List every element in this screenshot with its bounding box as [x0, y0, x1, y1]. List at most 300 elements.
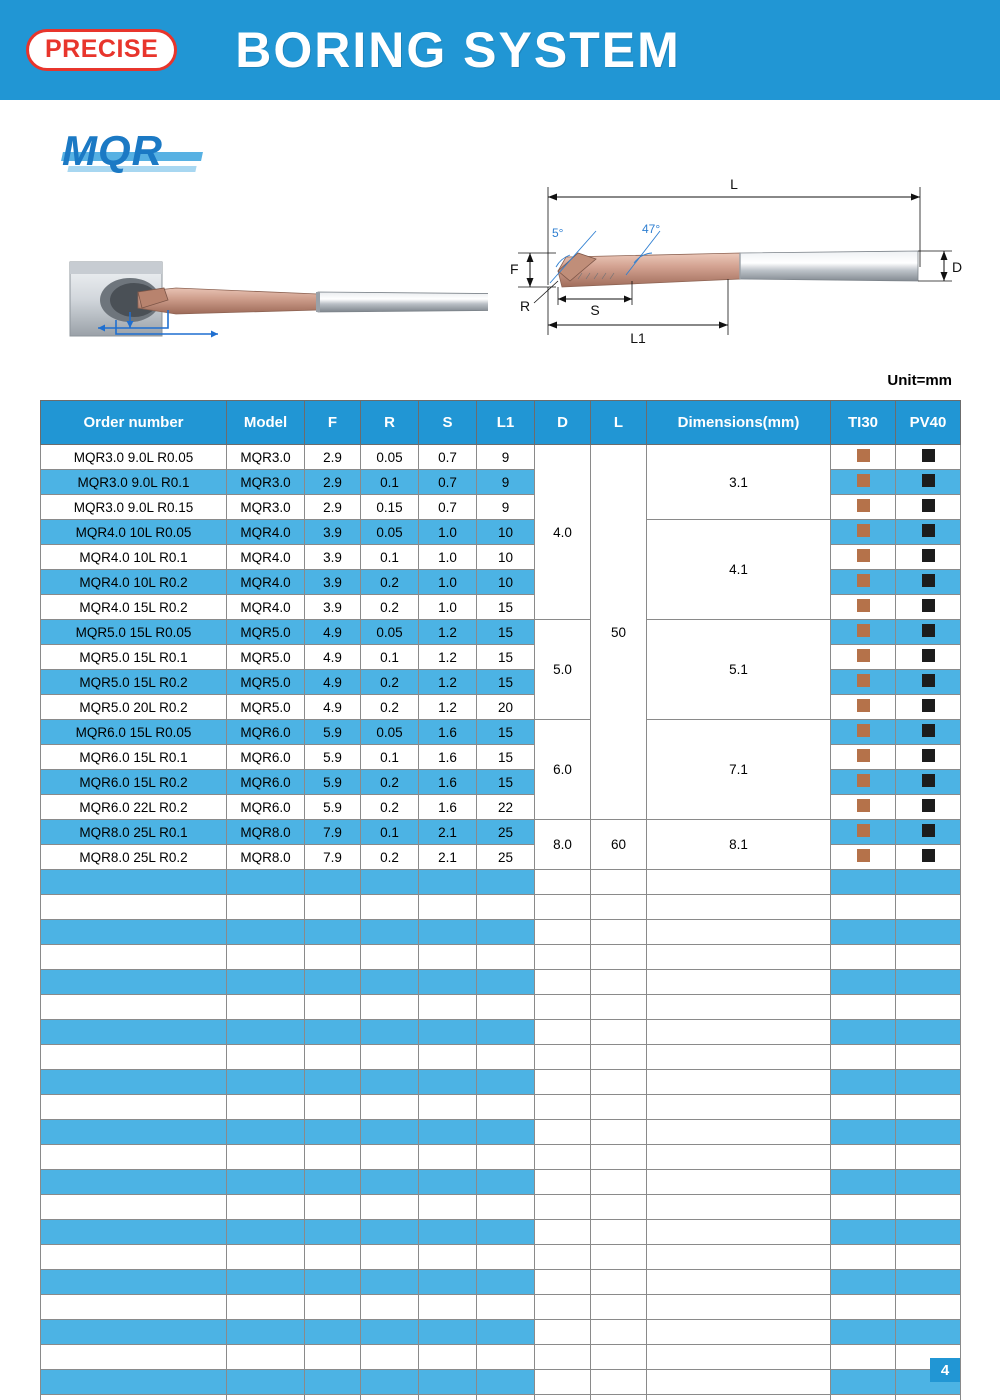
cell-model: MQR5.0 — [227, 620, 305, 645]
cell-r: 0.05 — [361, 445, 419, 470]
cell-empty — [535, 1395, 591, 1400]
cell-empty — [41, 1245, 227, 1270]
cell-empty — [831, 1070, 896, 1095]
cell-model: MQR4.0 — [227, 570, 305, 595]
pv40-swatch-icon — [922, 474, 935, 487]
cell-empty — [305, 1170, 361, 1195]
col-header-ti30: TI30 — [831, 401, 896, 445]
drawing-label-angle-47: 47° — [642, 222, 661, 236]
pv40-swatch-icon — [922, 699, 935, 712]
cell-empty — [305, 970, 361, 995]
cell-empty — [41, 970, 227, 995]
cell-pv40 — [896, 595, 961, 620]
cell-r: 0.2 — [361, 845, 419, 870]
table-row-empty — [41, 1270, 961, 1295]
cell-empty — [419, 1395, 477, 1400]
cell-empty — [535, 920, 591, 945]
cell-empty — [831, 1145, 896, 1170]
cell-empty — [896, 1295, 961, 1320]
cell-empty — [591, 1370, 647, 1395]
cell-l: 50 — [591, 445, 647, 820]
cell-empty — [647, 970, 831, 995]
cell-empty — [361, 1120, 419, 1145]
pv40-swatch-icon — [922, 774, 935, 787]
cell-r: 0.1 — [361, 820, 419, 845]
cell-dimensions: 8.1 — [647, 820, 831, 870]
cell-empty — [41, 1370, 227, 1395]
cell-l1: 15 — [477, 720, 535, 745]
cell-f: 7.9 — [305, 820, 361, 845]
cell-empty — [41, 1045, 227, 1070]
cell-empty — [361, 1070, 419, 1095]
cell-l1: 15 — [477, 595, 535, 620]
cell-empty — [535, 1270, 591, 1295]
cell-empty — [477, 945, 535, 970]
cell-model: MQR5.0 — [227, 670, 305, 695]
ti30-swatch-icon — [857, 749, 870, 762]
cell-empty — [591, 1320, 647, 1345]
pv40-swatch-icon — [922, 849, 935, 862]
brand-logo — [26, 29, 177, 71]
table-row-empty — [41, 1095, 961, 1120]
cell-empty — [227, 1145, 305, 1170]
cell-empty — [41, 1145, 227, 1170]
cell-empty — [647, 1045, 831, 1070]
cell-empty — [535, 970, 591, 995]
cell-ti30 — [831, 545, 896, 570]
cell-empty — [831, 1345, 896, 1370]
ti30-swatch-icon — [857, 599, 870, 612]
page-title: BORING SYSTEM — [235, 22, 681, 78]
cell-empty — [361, 1370, 419, 1395]
cell-empty — [591, 1395, 647, 1400]
cell-r: 0.2 — [361, 795, 419, 820]
cell-model: MQR5.0 — [227, 695, 305, 720]
ti30-swatch-icon — [857, 774, 870, 787]
cell-empty — [41, 1320, 227, 1345]
cell-ti30 — [831, 845, 896, 870]
cell-ti30 — [831, 745, 896, 770]
cell-empty — [477, 995, 535, 1020]
cell-empty — [419, 1070, 477, 1095]
cell-empty — [477, 1245, 535, 1270]
cell-empty — [535, 1195, 591, 1220]
series-label — [62, 125, 212, 177]
cell-empty — [361, 1045, 419, 1070]
cell-empty — [305, 1370, 361, 1395]
cell-empty — [896, 895, 961, 920]
cell-empty — [896, 920, 961, 945]
cell-empty — [831, 870, 896, 895]
table-row-empty — [41, 1020, 961, 1045]
cell-empty — [419, 870, 477, 895]
cell-empty — [591, 1170, 647, 1195]
pv40-swatch-icon — [922, 674, 935, 687]
cell-model: MQR4.0 — [227, 595, 305, 620]
cell-ti30 — [831, 470, 896, 495]
cell-empty — [361, 1245, 419, 1270]
cell-empty — [305, 1070, 361, 1095]
spec-table — [40, 400, 961, 1400]
cell-model: MQR6.0 — [227, 795, 305, 820]
cell-empty — [41, 895, 227, 920]
cell-pv40 — [896, 495, 961, 520]
cell-f: 2.9 — [305, 445, 361, 470]
cell-ti30 — [831, 795, 896, 820]
cell-s: 0.7 — [419, 445, 477, 470]
cell-empty — [227, 1345, 305, 1370]
cell-empty — [227, 920, 305, 945]
cell-s: 1.2 — [419, 695, 477, 720]
cell-empty — [896, 1145, 961, 1170]
cell-empty — [477, 1370, 535, 1395]
cell-empty — [591, 1245, 647, 1270]
cell-l1: 9 — [477, 470, 535, 495]
cell-order-number: MQR4.0 10L R0.05 — [41, 520, 227, 545]
drawing-label-L: L — [730, 176, 738, 192]
table-row — [41, 520, 961, 545]
cell-empty — [591, 1270, 647, 1295]
cell-empty — [305, 1020, 361, 1045]
cell-model: MQR4.0 — [227, 520, 305, 545]
ti30-swatch-icon — [857, 674, 870, 687]
cell-empty — [361, 1345, 419, 1370]
cell-empty — [647, 1370, 831, 1395]
cell-empty — [896, 945, 961, 970]
cell-empty — [305, 995, 361, 1020]
cell-l1: 25 — [477, 820, 535, 845]
table-row-empty — [41, 1320, 961, 1345]
cell-empty — [896, 1170, 961, 1195]
cell-order-number: MQR5.0 15L R0.1 — [41, 645, 227, 670]
cell-empty — [896, 995, 961, 1020]
pv40-swatch-icon — [922, 824, 935, 837]
cell-r: 0.05 — [361, 720, 419, 745]
cell-empty — [647, 1270, 831, 1295]
page-number: 4 — [930, 1358, 960, 1382]
cell-empty — [361, 1170, 419, 1195]
cell-empty — [227, 970, 305, 995]
drawing-label-angle-5: 5° — [552, 226, 564, 240]
table-row-empty — [41, 1070, 961, 1095]
cell-empty — [477, 1145, 535, 1170]
cell-empty — [831, 1095, 896, 1120]
cell-empty — [647, 1070, 831, 1095]
cell-r: 0.1 — [361, 545, 419, 570]
cell-empty — [41, 1020, 227, 1045]
cell-empty — [535, 1070, 591, 1095]
cell-l1: 22 — [477, 795, 535, 820]
cell-empty — [419, 1370, 477, 1395]
cell-s: 1.0 — [419, 545, 477, 570]
cell-empty — [227, 1220, 305, 1245]
cell-f: 5.9 — [305, 720, 361, 745]
drawing-label-L1: L1 — [630, 330, 646, 346]
cell-empty — [305, 1045, 361, 1070]
cell-empty — [419, 1045, 477, 1070]
cell-empty — [227, 1270, 305, 1295]
cell-empty — [419, 1195, 477, 1220]
cell-model: MQR6.0 — [227, 745, 305, 770]
pv40-swatch-icon — [922, 749, 935, 762]
col-header-d: D — [535, 401, 591, 445]
cell-f: 5.9 — [305, 770, 361, 795]
cell-r: 0.2 — [361, 595, 419, 620]
cell-dimensions: 4.1 — [647, 520, 831, 620]
cell-pv40 — [896, 620, 961, 645]
cell-empty — [591, 995, 647, 1020]
cell-empty — [477, 920, 535, 945]
cell-empty — [896, 870, 961, 895]
cell-empty — [227, 1245, 305, 1270]
cell-empty — [477, 895, 535, 920]
cell-empty — [227, 1295, 305, 1320]
table-row — [41, 820, 961, 845]
cell-empty — [227, 1395, 305, 1400]
cell-dimensions: 5.1 — [647, 620, 831, 720]
cell-empty — [896, 970, 961, 995]
cell-empty — [591, 870, 647, 895]
cell-empty — [41, 945, 227, 970]
table-row-empty — [41, 995, 961, 1020]
cell-empty — [305, 920, 361, 945]
table-row-empty — [41, 1220, 961, 1245]
cell-r: 0.2 — [361, 695, 419, 720]
cell-r: 0.1 — [361, 745, 419, 770]
cell-empty — [41, 920, 227, 945]
cell-empty — [41, 1220, 227, 1245]
cell-order-number: MQR4.0 10L R0.2 — [41, 570, 227, 595]
cell-empty — [41, 1270, 227, 1295]
cell-empty — [535, 1170, 591, 1195]
cell-l1: 15 — [477, 645, 535, 670]
cell-dimensions: 3.1 — [647, 445, 831, 520]
cell-s: 1.6 — [419, 720, 477, 745]
product-photo — [68, 248, 488, 348]
cell-empty — [419, 1095, 477, 1120]
cell-empty — [647, 1395, 831, 1400]
ti30-swatch-icon — [857, 524, 870, 537]
cell-empty — [419, 1270, 477, 1295]
cell-pv40 — [896, 745, 961, 770]
cell-empty — [419, 1020, 477, 1045]
cell-empty — [591, 1020, 647, 1045]
cell-empty — [477, 1070, 535, 1095]
table-row-empty — [41, 1195, 961, 1220]
cell-empty — [896, 1270, 961, 1295]
cell-empty — [361, 1020, 419, 1045]
table-row — [41, 720, 961, 745]
cell-pv40 — [896, 645, 961, 670]
cell-r: 0.2 — [361, 770, 419, 795]
cell-l1: 10 — [477, 520, 535, 545]
cell-order-number: MQR5.0 15L R0.2 — [41, 670, 227, 695]
cell-empty — [831, 970, 896, 995]
table-row-empty — [41, 1045, 961, 1070]
cell-f: 5.9 — [305, 745, 361, 770]
cell-empty — [305, 1320, 361, 1345]
cell-s: 1.0 — [419, 595, 477, 620]
cell-empty — [305, 1395, 361, 1400]
cell-empty — [227, 895, 305, 920]
pv40-swatch-icon — [922, 799, 935, 812]
cell-empty — [477, 1220, 535, 1245]
cell-empty — [591, 1345, 647, 1370]
table-row-empty — [41, 1295, 961, 1320]
col-header-l: L — [591, 401, 647, 445]
cell-model: MQR8.0 — [227, 820, 305, 845]
cell-empty — [896, 1120, 961, 1145]
cell-empty — [831, 920, 896, 945]
cell-empty — [305, 1095, 361, 1120]
cell-empty — [647, 1170, 831, 1195]
ti30-swatch-icon — [857, 574, 870, 587]
cell-empty — [419, 1170, 477, 1195]
cell-empty — [227, 1170, 305, 1195]
cell-empty — [41, 870, 227, 895]
cell-pv40 — [896, 570, 961, 595]
table-row-empty — [41, 1120, 961, 1145]
cell-empty — [647, 870, 831, 895]
cell-empty — [361, 970, 419, 995]
cell-empty — [535, 1220, 591, 1245]
cell-empty — [41, 1195, 227, 1220]
cell-empty — [647, 1095, 831, 1120]
cell-empty — [535, 1295, 591, 1320]
cell-s: 1.2 — [419, 645, 477, 670]
cell-empty — [647, 1320, 831, 1345]
cell-empty — [419, 1345, 477, 1370]
pv40-swatch-icon — [922, 499, 935, 512]
cell-ti30 — [831, 445, 896, 470]
cell-empty — [41, 995, 227, 1020]
cell-f: 4.9 — [305, 695, 361, 720]
cell-order-number: MQR4.0 15L R0.2 — [41, 595, 227, 620]
cell-s: 1.0 — [419, 570, 477, 595]
ti30-swatch-icon — [857, 449, 870, 462]
cell-empty — [535, 895, 591, 920]
pv40-swatch-icon — [922, 574, 935, 587]
cell-empty — [305, 1220, 361, 1245]
cell-empty — [419, 895, 477, 920]
cell-empty — [896, 1070, 961, 1095]
cell-pv40 — [896, 795, 961, 820]
cell-f: 3.9 — [305, 520, 361, 545]
cell-empty — [361, 995, 419, 1020]
cell-ti30 — [831, 720, 896, 745]
cell-f: 5.9 — [305, 795, 361, 820]
cell-empty — [896, 1045, 961, 1070]
cell-empty — [477, 1120, 535, 1145]
cell-empty — [896, 1095, 961, 1120]
cell-s: 1.6 — [419, 745, 477, 770]
cell-empty — [535, 995, 591, 1020]
table-row-empty — [41, 1145, 961, 1170]
cell-empty — [419, 995, 477, 1020]
cell-pv40 — [896, 545, 961, 570]
cell-ti30 — [831, 495, 896, 520]
cell-empty — [591, 895, 647, 920]
table-row — [41, 620, 961, 645]
cell-l: 60 — [591, 820, 647, 870]
cell-empty — [831, 995, 896, 1020]
cell-empty — [361, 1195, 419, 1220]
cell-empty — [419, 1295, 477, 1320]
drawing-label-D: D — [952, 259, 963, 275]
pv40-swatch-icon — [922, 524, 935, 537]
ti30-swatch-icon — [857, 849, 870, 862]
cell-empty — [535, 945, 591, 970]
cell-model: MQR6.0 — [227, 770, 305, 795]
cell-order-number: MQR4.0 10L R0.1 — [41, 545, 227, 570]
cell-empty — [477, 1020, 535, 1045]
col-header-order-number: Order number — [41, 401, 227, 445]
cell-empty — [305, 895, 361, 920]
cell-dimensions: 7.1 — [647, 720, 831, 820]
page-header — [0, 0, 1000, 100]
cell-pv40 — [896, 820, 961, 845]
cell-l1: 15 — [477, 745, 535, 770]
drawing-label-S: S — [590, 302, 600, 318]
cell-empty — [647, 1220, 831, 1245]
cell-empty — [361, 1095, 419, 1120]
cell-empty — [477, 870, 535, 895]
cell-f: 2.9 — [305, 495, 361, 520]
ti30-swatch-icon — [857, 474, 870, 487]
cell-empty — [831, 1170, 896, 1195]
ti30-swatch-icon — [857, 699, 870, 712]
cell-r: 0.1 — [361, 645, 419, 670]
cell-empty — [227, 1370, 305, 1395]
cell-empty — [647, 945, 831, 970]
pv40-swatch-icon — [922, 599, 935, 612]
cell-model: MQR3.0 — [227, 445, 305, 470]
cell-empty — [831, 1195, 896, 1220]
cell-l1: 15 — [477, 620, 535, 645]
cell-ti30 — [831, 570, 896, 595]
cell-empty — [305, 945, 361, 970]
cell-empty — [305, 870, 361, 895]
cell-r: 0.2 — [361, 670, 419, 695]
cell-empty — [591, 920, 647, 945]
cell-pv40 — [896, 845, 961, 870]
col-header-model: Model — [227, 401, 305, 445]
cell-pv40 — [896, 470, 961, 495]
cell-s: 1.6 — [419, 770, 477, 795]
cell-empty — [591, 1045, 647, 1070]
cell-s: 0.7 — [419, 470, 477, 495]
cell-empty — [831, 895, 896, 920]
cell-empty — [831, 1245, 896, 1270]
cell-empty — [305, 1120, 361, 1145]
cell-ti30 — [831, 770, 896, 795]
drawing-label-R: R — [520, 298, 531, 314]
cell-empty — [647, 920, 831, 945]
cell-empty — [227, 995, 305, 1020]
cell-empty — [305, 1245, 361, 1270]
table-row-empty — [41, 870, 961, 895]
cell-empty — [591, 1295, 647, 1320]
cell-empty — [535, 1095, 591, 1120]
cell-s: 0.7 — [419, 495, 477, 520]
cell-r: 0.2 — [361, 570, 419, 595]
cell-empty — [647, 1195, 831, 1220]
cell-empty — [535, 1145, 591, 1170]
table-row-empty — [41, 945, 961, 970]
spec-table-body — [41, 445, 961, 1400]
cell-empty — [535, 1345, 591, 1370]
unit-note: Unit=mm — [887, 372, 952, 389]
